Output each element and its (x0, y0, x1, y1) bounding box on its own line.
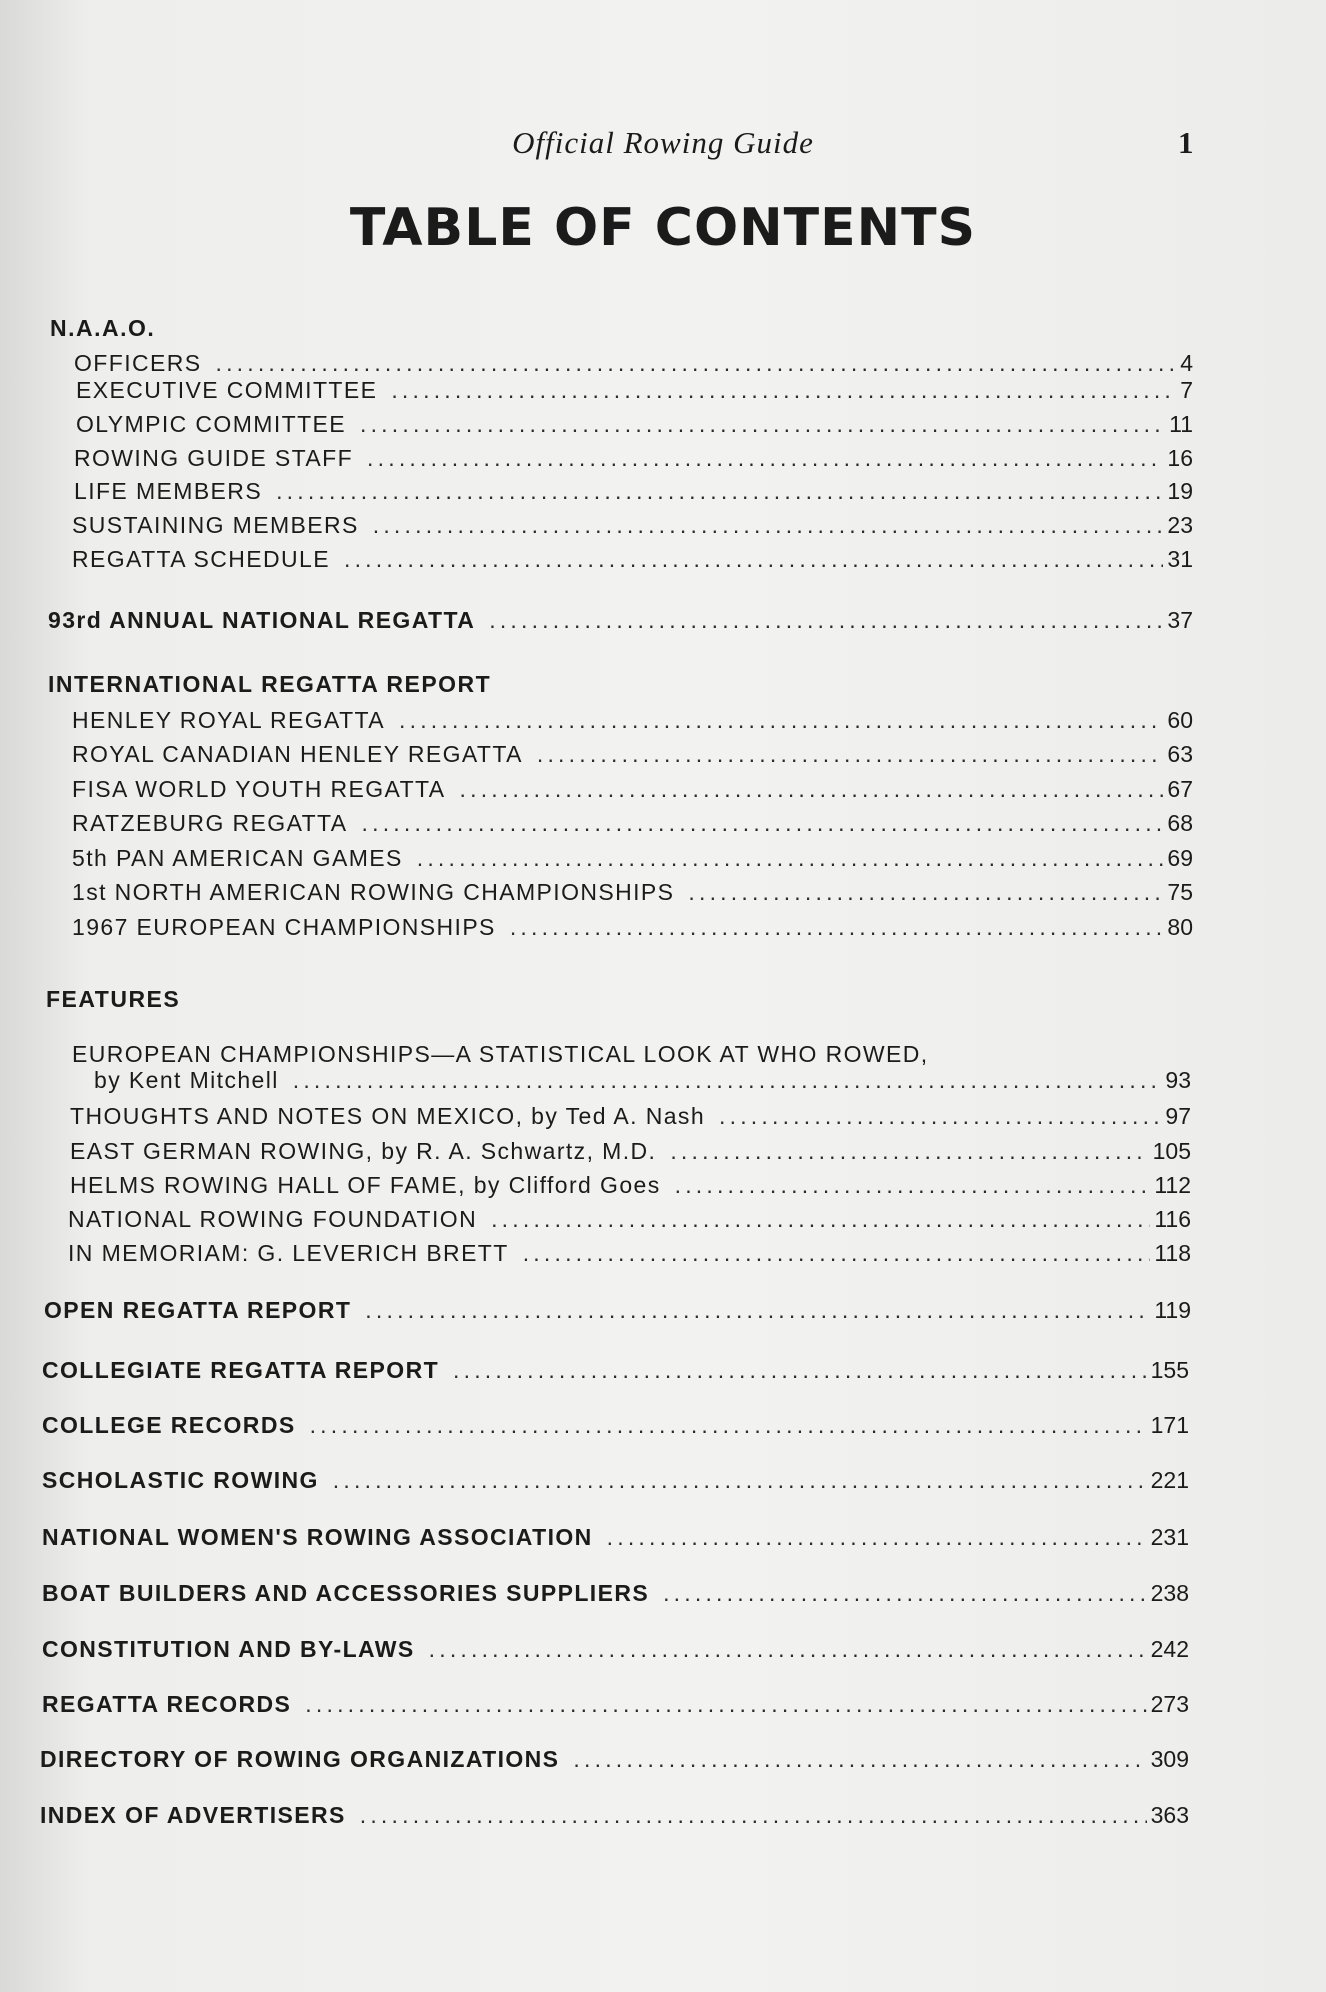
toc-entry[interactable] (70, 1103, 1191, 1130)
toc-entry-page: 118 (1154, 1240, 1191, 1266)
toc-entry-label: LIFE MEMBERS (74, 478, 263, 504)
toc-entry-label: ROYAL CANADIAN HENLEY REGATTA (72, 741, 523, 767)
dot-leader (489, 607, 1163, 634)
dot-leader (670, 1138, 1148, 1165)
section-heading-features: FEATURES (46, 986, 181, 1012)
toc-entry-label: by Kent Mitchell (94, 1067, 279, 1093)
dot-leader (305, 1691, 1146, 1718)
dot-leader (491, 1206, 1150, 1233)
toc-entry[interactable] (74, 350, 1193, 377)
toc-entry-section[interactable] (42, 1636, 1189, 1663)
dot-leader (607, 1524, 1147, 1551)
toc-entry-page: 69 (1167, 845, 1193, 871)
toc-entry[interactable] (72, 512, 1193, 539)
toc-entry-label: 1st NORTH AMERICAN ROWING CHAMPIONSHIPS (72, 879, 675, 905)
toc-entry-page: 309 (1150, 1746, 1189, 1772)
dot-leader (523, 1240, 1151, 1267)
dot-leader (215, 350, 1176, 377)
toc-entry-page: 238 (1150, 1580, 1189, 1606)
toc-entry-label: THOUGHTS AND NOTES ON MEXICO, by Ted A. Nash (70, 1103, 706, 1129)
toc-entry-label: NATIONAL ROWING FOUNDATION (68, 1206, 478, 1232)
toc-entry[interactable] (72, 707, 1193, 734)
dot-leader (310, 1412, 1147, 1439)
toc-entry-section[interactable] (42, 1467, 1189, 1494)
toc-entry[interactable] (70, 1172, 1191, 1199)
toc-entry-page: 63 (1167, 741, 1193, 767)
toc-entry-label: IN MEMORIAM: G. LEVERICH BRETT (68, 1240, 509, 1266)
toc-entry-page: 105 (1152, 1138, 1191, 1164)
toc-entry-page: 4 (1180, 350, 1193, 376)
toc-entry-national-regatta[interactable] (48, 607, 1193, 634)
toc-entry[interactable] (72, 845, 1193, 872)
feature-title-line: EUROPEAN CHAMPIONSHIPS—A STATISTICAL LOOK AT WHO ROWED, (72, 1041, 929, 1067)
toc-entry-label: EXECUTIVE COMMITTEE (76, 377, 378, 403)
toc-entry[interactable] (72, 776, 1193, 803)
toc-entry-label: SCHOLASTIC ROWING (42, 1467, 319, 1493)
toc-entry-page: 68 (1167, 810, 1193, 836)
dot-leader (573, 1746, 1146, 1773)
dot-leader (688, 879, 1163, 906)
toc-entry[interactable] (72, 879, 1193, 906)
toc-entry-section[interactable] (42, 1412, 1189, 1439)
dot-leader (429, 1636, 1147, 1663)
dot-leader (719, 1103, 1161, 1130)
toc-entry-section[interactable] (40, 1746, 1189, 1773)
toc-entry-label: INDEX OF ADVERTISERS (40, 1802, 346, 1828)
dot-leader (360, 411, 1165, 438)
dot-leader (391, 377, 1176, 404)
dot-leader (344, 546, 1163, 573)
toc-entry-label: 93rd ANNUAL NATIONAL REGATTA (48, 607, 476, 633)
toc-entry-page: 93 (1165, 1067, 1191, 1093)
toc-entry[interactable] (76, 377, 1193, 404)
toc-entry-label: HELMS ROWING HALL OF FAME, by Clifford Goes (70, 1172, 661, 1198)
toc-entry-page: 119 (1154, 1297, 1191, 1323)
toc-entry-label: REGATTA RECORDS (42, 1691, 292, 1717)
toc-entry-label: COLLEGE RECORDS (42, 1412, 296, 1438)
toc-entry-page: 37 (1167, 607, 1193, 633)
toc-entry-label: BOAT BUILDERS AND ACCESSORIES SUPPLIERS (42, 1580, 650, 1606)
toc-entry-section[interactable] (42, 1691, 1189, 1718)
running-head: Official Rowing Guide (512, 125, 814, 160)
toc-entry-page: 60 (1167, 707, 1193, 733)
toc-entry-page: 19 (1167, 478, 1193, 504)
section-heading-naao: N.A.A.O. (50, 315, 156, 341)
toc-entry-page: 31 (1167, 546, 1193, 572)
toc-entry-section[interactable] (44, 1297, 1191, 1324)
dot-leader (417, 845, 1164, 872)
toc-entry-label: ROWING GUIDE STAFF (74, 445, 354, 471)
toc-entry[interactable] (76, 411, 1193, 438)
toc-entry-page: 231 (1150, 1524, 1189, 1550)
toc-entry-page: 23 (1167, 512, 1193, 538)
dot-leader (460, 776, 1164, 803)
toc-entry-page: 11 (1169, 411, 1193, 437)
dot-leader (362, 810, 1164, 837)
toc-entry-page: 97 (1165, 1103, 1191, 1129)
toc-entry-label: COLLEGIATE REGATTA REPORT (42, 1357, 440, 1383)
toc-entry-section[interactable] (42, 1580, 1189, 1607)
toc-entry-page: 273 (1150, 1691, 1189, 1717)
dot-leader (293, 1067, 1162, 1094)
toc-entry-page: 155 (1150, 1357, 1189, 1383)
toc-entry-label: EAST GERMAN ROWING, by R. A. Schwartz, M.D. (70, 1138, 657, 1164)
toc-entry-page: 116 (1154, 1206, 1191, 1232)
toc-entry-page: 7 (1180, 377, 1193, 403)
toc-entry-page: 363 (1150, 1802, 1189, 1828)
dot-leader (367, 445, 1163, 472)
toc-entry-label: FISA WORLD YOUTH REGATTA (72, 776, 446, 802)
dot-leader (333, 1467, 1147, 1494)
toc-entry-label: 1967 EUROPEAN CHAMPIONSHIPS (72, 914, 496, 940)
toc-entry-section[interactable] (42, 1524, 1189, 1551)
toc-entry-page: 80 (1167, 914, 1193, 940)
toc-entry[interactable] (94, 1067, 1191, 1094)
toc-entry[interactable] (72, 546, 1193, 573)
dot-leader (365, 1297, 1150, 1324)
toc-entry-label: OPEN REGATTA REPORT (44, 1297, 352, 1323)
toc-entry-page: 112 (1154, 1172, 1191, 1198)
toc-entry-section[interactable] (40, 1802, 1189, 1829)
toc-entry-label: RATZEBURG REGATTA (72, 810, 348, 836)
toc-entry-label: OFFICERS (74, 350, 202, 376)
toc-entry-page: 242 (1150, 1636, 1189, 1662)
toc-entry-label: DIRECTORY OF ROWING ORGANIZATIONS (40, 1746, 560, 1772)
toc-entry[interactable] (72, 914, 1193, 941)
page-number: 1 (1178, 125, 1194, 160)
toc-entry-label: 5th PAN AMERICAN GAMES (72, 845, 403, 871)
toc-entry-page: 67 (1167, 776, 1193, 802)
toc-entry-label: SUSTAINING MEMBERS (72, 512, 359, 538)
toc-entry[interactable] (72, 810, 1193, 837)
toc-entry-label: CONSTITUTION AND BY-LAWS (42, 1636, 415, 1662)
toc-entry-page: 75 (1167, 879, 1193, 905)
toc-entry[interactable] (68, 1206, 1191, 1233)
toc-entry-page: 171 (1150, 1412, 1189, 1438)
toc-entry-label: OLYMPIC COMMITTEE (76, 411, 346, 437)
dot-leader (399, 707, 1163, 734)
toc-entry-section[interactable] (42, 1357, 1189, 1384)
dot-leader (373, 512, 1164, 539)
dot-leader (510, 914, 1164, 941)
page-title: TABLE OF CONTENTS (349, 198, 977, 258)
dot-leader (453, 1357, 1147, 1384)
toc-entry[interactable] (74, 478, 1193, 505)
toc-entry-label: HENLEY ROYAL REGATTA (72, 707, 386, 733)
toc-entry-label: REGATTA SCHEDULE (72, 546, 330, 572)
dot-leader (675, 1172, 1151, 1199)
toc-entry-page: 221 (1150, 1467, 1189, 1493)
toc-entry-label: NATIONAL WOMEN'S ROWING ASSOCIATION (42, 1524, 593, 1550)
dot-leader (276, 478, 1163, 505)
toc-entry[interactable] (70, 1138, 1191, 1165)
section-heading-international: INTERNATIONAL REGATTA REPORT (48, 671, 492, 697)
toc-entry[interactable] (74, 445, 1193, 472)
toc-entry[interactable] (68, 1240, 1191, 1267)
dot-leader (663, 1580, 1147, 1607)
toc-entry-page: 16 (1167, 445, 1193, 471)
dot-leader (360, 1802, 1147, 1829)
toc-entry[interactable] (72, 741, 1193, 768)
dot-leader (537, 741, 1164, 768)
